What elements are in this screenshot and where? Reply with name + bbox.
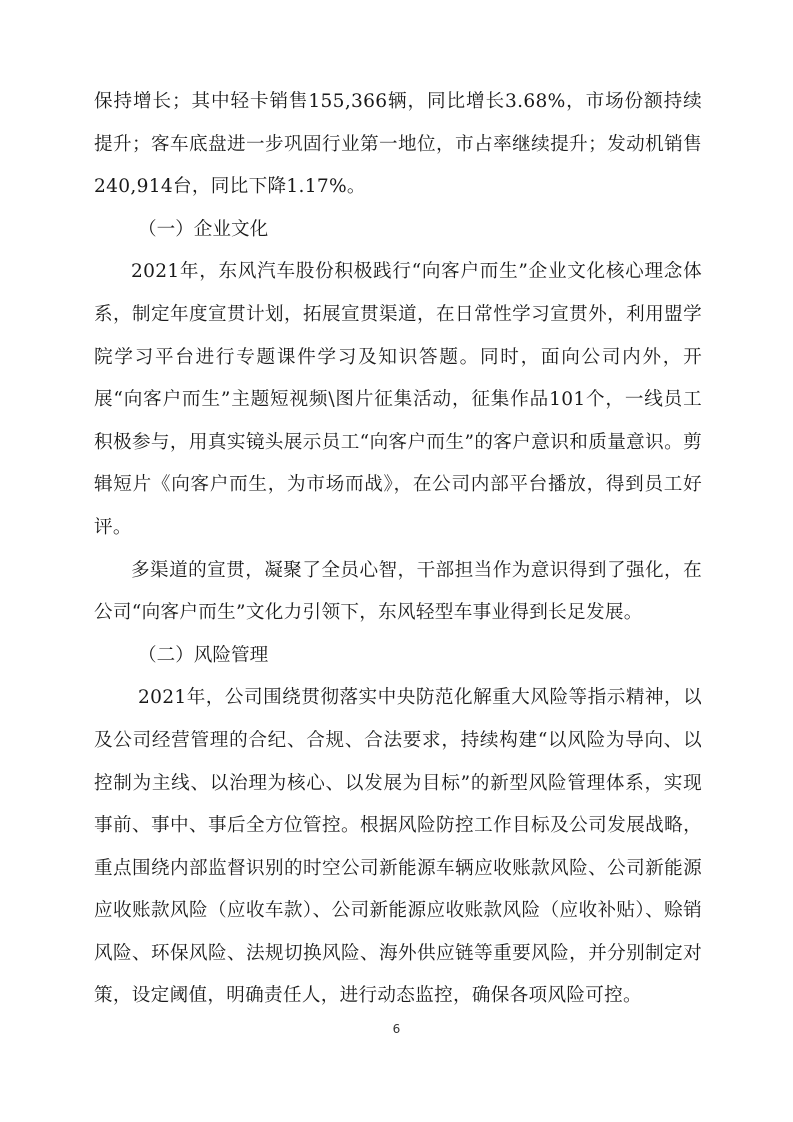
section-heading-risk-management: （二）风险管理 (138, 644, 269, 666)
continuation-paragraph: 保持增长；其中轻卡销售155,366辆，同比增长3.68%，市场份额持续提升；客车底盘进一步巩固行业第一地位，市占率继续提升；发动机销售240,914台，同比下降1.17%。 (94, 91, 702, 198)
section-heading-corporate-culture: （一）企业文化 (138, 218, 269, 240)
corporate-culture-paragraph: 2021年，东风汽车股份积极践行“向客户而生”企业文化核心理念体系，制定年度宣贯计划，拓展宣贯渠道，在日常性学习宣贯外，利用盟学院学习平台进行专题课件学习及知识答题。同时，面向公司内外，开展“向客户而生”主题短视频\图片征集活动，征集作品101个，一线员工积极参与，用真实镜头展示员工“向客户而生”的客户意识和质量意识。剪辑短片《向客户而生，为市场而战》，在公司内部平台播放，得到员工好评。 (94, 261, 702, 538)
risk-management-paragraph: 2021年，公司围绕贯彻落实中央防范化解重大风险等指示精神，以及公司经营管理的合纪、合规、合法要求，持续构建“以风险为导向、以控制为主线、以治理为核心、以发展为目标”的新型风险管理体系，实现事前、事中、事后全方位管控。根据风险防控工作目标及公司发展战略，重点围绕内部监督识别的时空公司新能源车辆应收账款风险、公司新能源应收账款风险（应收车款）、公司新能源应收账款风险（应收补贴）、赊销风险、环保风险、法规切换风险、海外供应链等重要风险，并分别制定对策，设定阈值，明确责任人，进行动态监控，确保各项风险可控。 (94, 687, 702, 1007)
culture-summary-paragraph: 多渠道的宣贯，凝聚了全员心智，干部担当作为意识得到了强化，在公司“向客户而生”文化力引领下，东风轻型车事业得到长足发展。 (94, 559, 702, 624)
document-page (94, 81, 702, 1018)
page-number: 6 (392, 1022, 401, 1036)
